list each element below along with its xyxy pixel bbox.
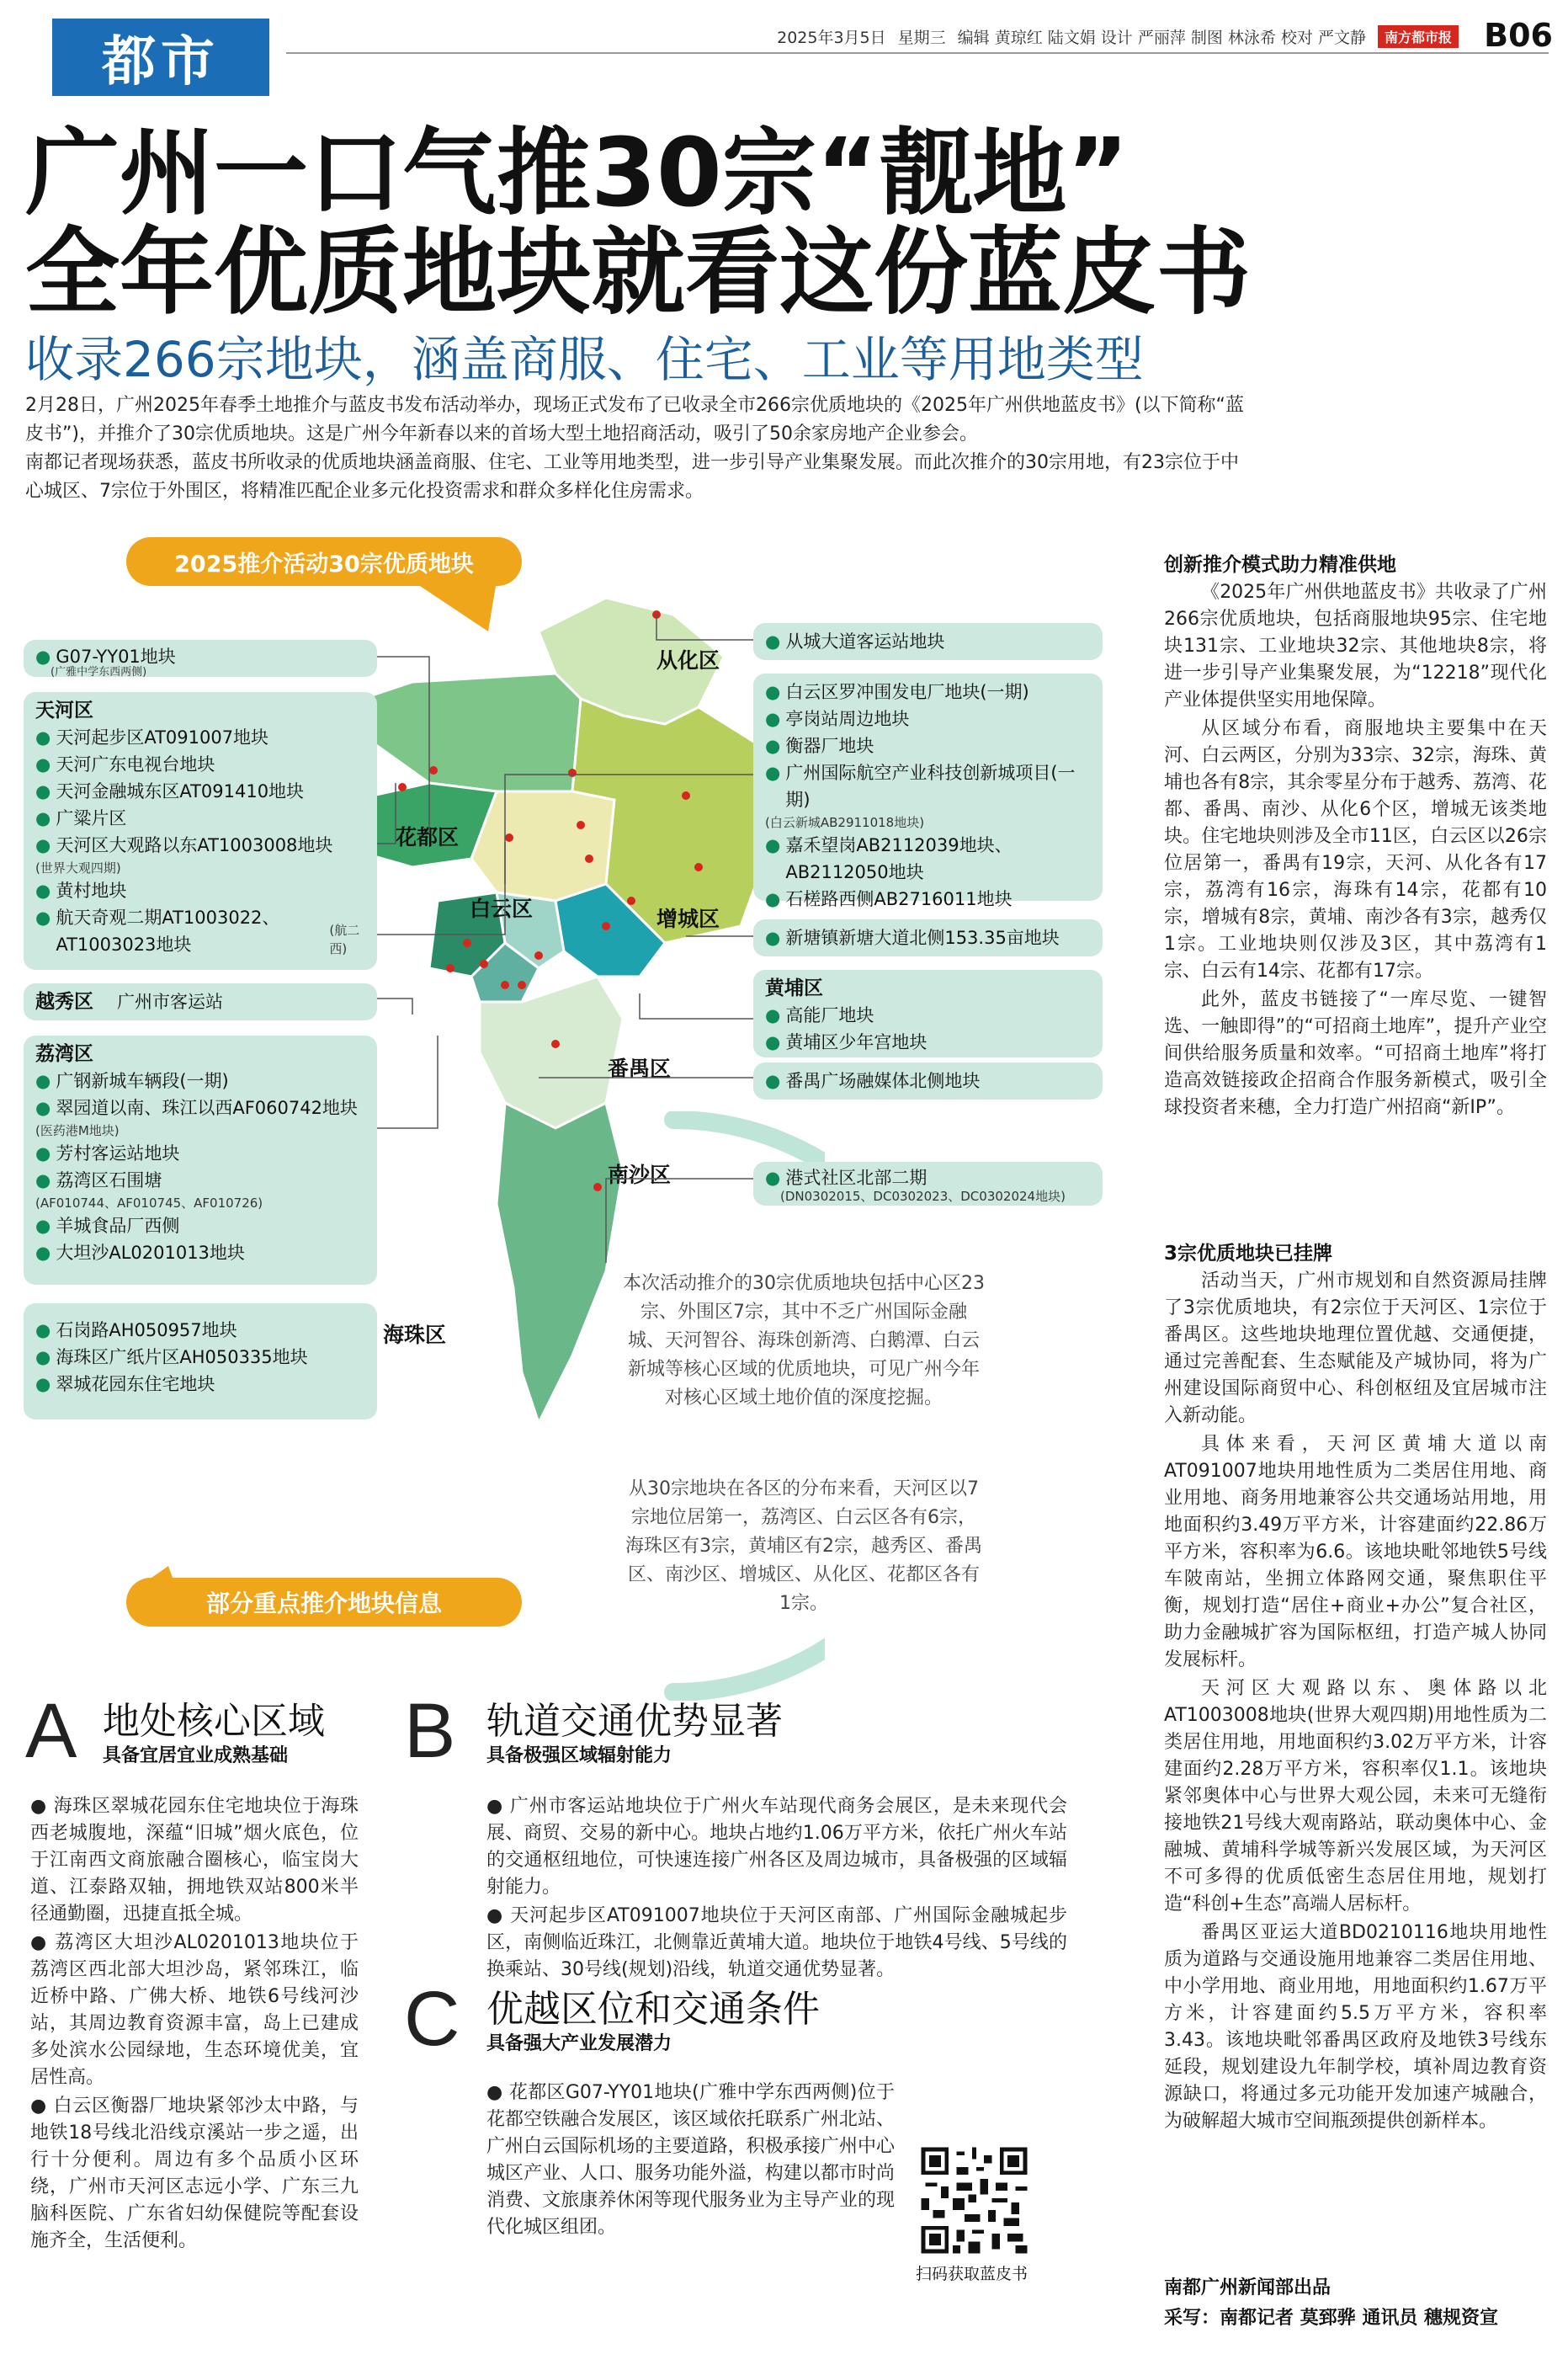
plot-name: 荔湾区石围塘 [56,1170,162,1190]
plot-name: 翠园道以南、珠江以西AF060742地块 [56,1098,358,1118]
district-label-huadu: 花都区 [396,825,460,849]
plot-name: 衡器厂地块 [785,736,874,756]
callout-conghua [753,623,1103,660]
callout-group-title: 天河区 [35,700,93,722]
section-b-paragraph: ● 天河起步区AT091007地块位于天河区南部、广州国际金融城起步区，南侧临近珠江，北侧靠近黄埔大道。地块位于地铁4号线、5号线的换乘站、30号线(规划)沿线，轨道交通优势显著。 [486,1905,1067,1980]
key-banner-pointer [126,1566,185,1591]
bullet-icon: ● [35,881,51,901]
right-col-paragraph: 番禺区亚运大道BD0210116地块用地性质为道路与交通设施用地兼容二类居住用地、中小学用地、商业用地，用地面积约1.67万平方米，计容建面约5.5万平方米，容积率3.43。该地块毗邻番禺区政府及地铁3号线东延段，规划建设九年制学校，填补周边教育资源缺口，将通过多元功能开发加速产城融合，为破解超大城市空间瓶颈提供创新样本。 [1164,1922,1547,2132]
map-summary-2: 从30宗地块在各区的分布来看，天河区以7宗地位居第一，荔湾区、白云区各有6宗，海珠区有3宗，黄埔区有2宗，越秀区、番禺区、南沙区、增城区、从化区、花都区各有1宗。 [625,1478,982,1614]
bullet-icon: ● [765,682,781,702]
bullet-icon: ● [35,1374,51,1394]
plot-name: 天河区大观路以东AT1003008地块 [56,835,333,855]
bullet-icon: ● [35,1143,51,1164]
plot-note: (AF010744、AF010745、AF010726) [35,1196,263,1211]
callout-haizhu [24,1303,377,1419]
section-letter-a: A [25,1688,77,1774]
callout-tianhe [24,692,377,970]
bullet-icon: ● [35,1071,51,1091]
right-col-paragraph: 天河区大观路以东、奥体路以北AT1003008地块(世界大观四期)用地性质为二类居住用地，用地面积约3.02万平方米，计容建面约2.28万平方米，容积率仅1.1。该地块紧邻奥体中心与世界大观公园，未来可无缝衔接地铁21号线大观南路站，联动奥体中心、金融城、黄埔科学城等新兴发展区域，为天河区不可多得的优质低密生态居住用地，规划打造“科创+生态”高端人居标杆。 [1164,1678,1547,1915]
right-col-paragraph: 具体来看，天河区黄埔大道以南AT091007地块用地性质为二类居住用地、商业用地、商务用地兼容公共交通场站用地，用地面积约3.49万平方米，计容建面约22.86万平方米，容积率为6.6。该地块毗邻地铁5号线车陂南站，坐拥立体路网交通，聚焦职住平衡，规划打造“居住+商业+办公”复合社区，助力金融城扩容为国际枢纽，打造产城人协同发展标杆。 [1164,1434,1547,1670]
callout-group-title: 黄埔区 [765,977,823,999]
callout-huadu [24,640,377,677]
plot-name: 天河金融城东区AT091410地块 [56,781,305,802]
bullet-icon: ● [765,928,781,948]
qr-code-icon[interactable] [917,2144,1031,2257]
plot-name: 广州市客运站 [117,992,223,1012]
callout-huangpu [753,970,1103,1057]
bullet-icon: ● [35,1170,51,1190]
section-a-body [30,1793,359,2256]
section-c-paragraph: ● 花都区G07-YY01地块(广雅中学东西两侧)位于花都空铁融合发展区，该区域依托联系广州北站、广州白云国际机场的主要道路，积极承接广州中心城区产业、人口、服务功能外溢，构建以都市时尚消费、文旅康养休闲等现代服务业为主导产业的现代化城区组团。 [486,2082,895,2238]
bullet-icon: ● [765,889,781,909]
plot-name: 港式社区北部二期 [785,1168,928,1188]
district-label-baiyun: 白云区 [470,897,534,921]
plot-name: 黄村地块 [56,881,127,901]
map-summary-1: 本次活动推介的30宗优质地块包括中心区23宗、外围区7宗，其中不乏广州国际金融城、天河智谷、海珠创新湾、白鹅潭、白云新城等核心区域的优质地块，可见广州今年对核心区域土地价值的深度挖掘。 [623,1273,985,1409]
featured-plots-banner: 2025推介活动30宗优质地块 [126,537,522,586]
plot-note: (医药港M地块) [35,1123,120,1138]
plot-name: G07-YY01地块 [56,647,176,667]
headline-line-2: 全年优质地块就看这份蓝皮书 [25,218,1251,328]
bullet-icon: ● [765,1032,781,1052]
bullet-icon: ● [35,1320,51,1340]
section-letter-b: B [404,1688,456,1774]
section-a-paragraph: ● 海珠区翠城花园东住宅地块位于海珠西老城腹地，深蕴“旧城”烟火底色，位于江南西文商旅融合圈核心，临宝岗大道、江泰路双轴，拥地铁双站800米半径通勤圈，迅捷直抵全城。 [30,1796,359,1925]
plot-name: 羊城食品厂西侧 [56,1216,180,1236]
section-b-subtitle: 具备极强区域辐射能力 [486,1745,672,1766]
subheadline: 收录266宗地块，涵盖商服、住宅、工业等用地类型 [25,331,1144,388]
page-number: B06 [1484,17,1553,54]
plot-name: 亭岗站周边地块 [785,709,910,729]
plot-name: 翠城花园东住宅地块 [56,1374,215,1394]
bullet-icon: ● [35,1243,51,1263]
section-a-paragraph: ● 白云区衡器厂地块紧邻沙太中路，与地铁18号线北沿线京溪站一步之遥，出行十分便利。周边有多个品质小区环绕，广州市天河区志远小学、广东三九脑科医院、广东省妇幼保健院等配套设施齐全，生活便利。 [30,2096,359,2251]
plot-name: 白云区罗冲围发电厂地块(一期) [785,682,1029,702]
right-col-paragraph: 《2025年广州供地蓝皮书》共收录了广州266宗优质地块，包括商服地块95宗、住宅地块131宗、工业地块32宗、其他地块8宗，将进一步引导产业集聚发展，为“12218”现代化产业体提供坚实用地保障。 [1164,582,1547,711]
issue-date: 2025年3月5日 [777,29,886,47]
plot-name: 高能厂地块 [785,1005,874,1025]
paper-logo: 南方都市报 [1378,25,1459,48]
byline-writers: 采写：南都记者 莫郅骅 通讯员 穗规资宣 [1164,2308,1498,2329]
plot-name: 天河起步区AT091007地块 [56,727,269,748]
callout-group-title: 荔湾区 [35,1043,93,1065]
right-col-body-1 [1164,579,1547,1123]
section-a-paragraph: ● 荔湾区大坦沙AL0201013地块位于荔湾区西北部大坦沙岛，紧邻珠江，临近桥中路、广佛大桥、地铁6号线河沙站，其周边教育资源丰富，岛上已建成多处滨水公园绿地，生态环境优美，宜居性高。 [30,1932,359,2088]
bullet-icon: ● [35,908,51,928]
staff-credits: 编辑 黄琼红 陆文娟 设计 严丽萍 制图 林泳希 校对 严文静 [957,29,1366,47]
bullet-icon: ● [765,1168,781,1188]
qr-caption: 扫码获取蓝皮书 [916,2265,1029,2283]
bullet-icon: ● [35,1098,51,1118]
plot-name: 黄埔区少年宫地块 [785,1032,928,1052]
plot-name: 石岗路AH050957地块 [56,1320,237,1340]
section-a-title: 地处核心区域 [103,1700,325,1743]
plot-name: 从城大道客运站地块 [785,631,945,652]
plot-note: (世界大观四期) [35,860,121,876]
byline-producer: 南都广州新闻部出品 [1164,2277,1331,2298]
bullet-icon: ● [765,1005,781,1025]
plot-note: (航二西) [329,923,360,956]
district-label-nansha: 南沙区 [608,1163,672,1187]
district-label-zengcheng: 增城区 [656,907,720,931]
plot-name: 航天奇观二期AT1003022、AT1003023地块 [56,908,280,955]
plot-name: 新塘镇新塘大道北侧153.35亩地块 [785,928,1060,948]
section-b-title: 轨道交通优势显著 [486,1700,783,1743]
right-col-paragraph: 此外，蓝皮书链接了“一库尽览、一键智选、一触即得”的“可招商土地库”，提升产业空间供给服务质量和效率。“可招商土地库”将打造高效链接政企招商合作服务新模式，吸引全球投资者来穗，全力打造广州招商“新IP”。 [1164,989,1547,1118]
plot-note: (白云新城AB2911018地块) [765,815,925,830]
callout-liwan [24,1036,377,1285]
right-col-heading-1: 创新推介模式助力精准供地 [1164,554,1396,576]
bullet-icon: ● [765,1071,781,1091]
bullet-icon: ● [35,835,51,855]
section-c-body [486,2080,895,2243]
callout-baiyun [753,674,1103,909]
bullet-icon: ● [765,709,781,729]
section-tag: 都市 [52,19,269,96]
district-label-haizhu: 海珠区 [383,1323,447,1347]
plot-name: 芳村客运站地块 [56,1143,180,1164]
bullet-icon: ● [765,835,781,855]
plot-note: (DN0302015、DC0302023、DC0302024地块) [780,1189,1066,1204]
plot-name: 广粱片区 [56,808,127,828]
plot-name: 嘉禾望岗AB2112039地块、AB2112050地块 [785,835,1013,882]
callout-group-title: 越秀区 [35,991,93,1013]
callout-nansha [753,1162,1103,1206]
section-a-subtitle: 具备宜居宜业成熟基础 [103,1745,289,1766]
headline-line-1: 广州一口气推30宗“靓地” [25,119,1129,228]
bullet-icon: ● [35,1347,51,1367]
bullet-icon: ● [765,763,781,783]
section-b-paragraph: ● 广州市客运站地块位于广州火车站现代商务会展区，是未来现代会展、商贸、交易的新中心。地块占地约1.06万平方米，依托广州火车站的交通枢纽地位，可快速连接广州各区及周边城市，具备极强的区域辐射能力。 [486,1796,1067,1898]
right-col-paragraph: 活动当天，广州市规划和自然资源局挂牌了3宗优质地块，有2宗位于天河区、1宗位于番禺区。这些地块地理位置优越、交通便捷，通过完善配套、生态赋能及产城协同，将为广州建设国际商贸中心、科创枢纽及宜居城市注入新动能。 [1164,1270,1547,1426]
bullet-icon: ● [35,754,51,775]
callout-yuexiu [24,983,377,1020]
bullet-icon: ● [765,736,781,756]
plot-name: 天河广东电视台地块 [56,754,215,775]
bullet-icon: ● [35,781,51,802]
plot-name: 石槎路西侧AB2716011地块 [785,889,1013,909]
bullet-icon: ● [35,808,51,828]
callout-zengcheng [753,919,1103,956]
bullet-icon: ● [35,647,51,667]
plot-name: 海珠区广纸片区AH050335地块 [56,1347,308,1367]
bullet-icon: ● [765,631,781,652]
plot-name: 广州国际航空产业科技创新城项目(一期) [785,763,1076,810]
key-plots-banner: 部分重点推介地块信息 [126,1578,522,1627]
right-col-heading-2: 3宗优质地块已挂牌 [1164,1243,1333,1265]
plot-name: 大坦沙AL0201013地块 [56,1243,245,1263]
lede-paragraph: 南都记者现场获悉，蓝皮书所收录的优质地块涵盖商服、住宅、工业等用地类型，进一步引导产业集聚发展。而此次推介的30宗用地，有23宗位于中心城区、7宗位于外围区，将精准匹配企业多元化投资需求和群众多样化住房需求。 [25,452,1239,502]
lede-paragraph: 2月28日，广州2025年春季土地推介与蓝皮书发布活动举办，现场正式发布了已收录全市266宗优质地块的《2025年广州供地蓝皮书》(以下简称“蓝皮书”)，并推介了30宗优质地块。这是广州今年新春以来的首场大型土地招商活动，吸引了50余家房地产企业参会。 [25,395,1244,445]
section-c-subtitle: 具备强大产业发展潜力 [486,2033,672,2054]
plot-name: 番禺广场融媒体北侧地块 [785,1071,981,1091]
right-col-paragraph: 从区域分布看，商服地块主要集中在天河、白云两区，分别为33宗、32宗，海珠、黄埔也各有8宗，其余零星分布于越秀、荔湾、花都、番禺、南沙、从化6个区，增城无该类地块。住宅地块则涉及全市11区，白云区以26宗位居第一，番禺有19宗，天河、从化各有17宗，荔湾有16宗，海珠有14宗，花都有10宗，增城有8宗，黄埔、南沙各有3宗，越秀仅1宗。工业地块则仅涉及3区，其中荔湾有1宗、白云有14宗、花都有17宗。 [1164,718,1547,982]
callout-panyu [753,1062,1103,1100]
section-c-title: 优越区位和交通条件 [486,1988,820,2031]
issue-weekday: 星期三 [897,29,946,47]
plot-name: 广钢新城车辆段(一期) [56,1071,229,1091]
right-col-body-2 [1164,1268,1547,2137]
bullet-icon: ● [35,727,51,748]
district-label-panyu: 番禺区 [608,1057,672,1081]
bullet-icon: ● [35,1216,51,1236]
district-label-conghua: 从化区 [656,648,720,673]
plot-note: (广雅中学东西两侧) [50,666,147,679]
section-b-body [486,1793,1067,1985]
section-letter-c: C [404,1976,460,2062]
